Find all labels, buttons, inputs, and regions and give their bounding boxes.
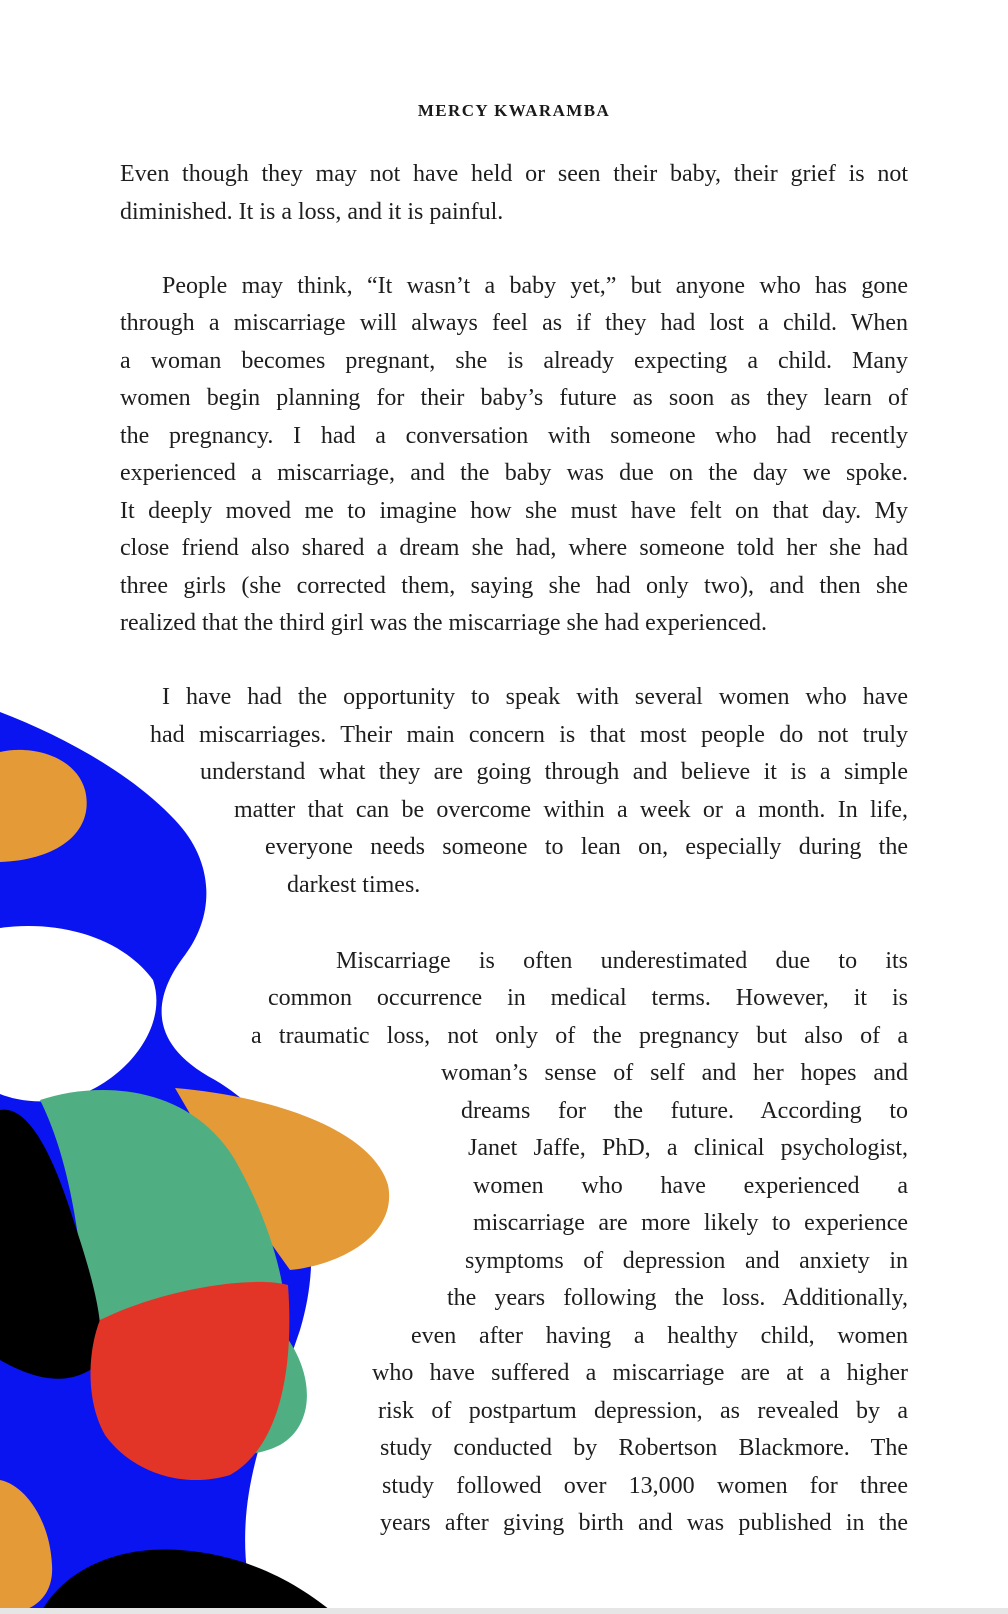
paragraph-4-line: study conducted by Robertson Blackmore. The xyxy=(380,1435,908,1461)
paragraph-2-line: experienced a miscarriage, and the baby was due on the day we spoke. xyxy=(120,460,908,486)
paragraph-3-line: darkest times. xyxy=(287,872,421,898)
paragraph-4-line: miscarriage are more likely to experience xyxy=(473,1210,908,1236)
paragraph-2-line: three girls (she corrected them, saying she had only two), and then she xyxy=(120,573,908,599)
paragraph-4-line: years after giving birth and was published in the xyxy=(380,1510,908,1536)
paragraph-4-line: Janet Jaffe, PhD, a clinical psychologist, xyxy=(468,1135,908,1161)
paragraph-3-line: everyone needs someone to lean on, especially during the xyxy=(265,834,908,860)
paragraph-4-line: dreams for the future. According to xyxy=(461,1098,908,1124)
paragraph-3-line: understand what they are going through and believe it is a simple xyxy=(200,759,908,785)
paragraph-4-line: women who have experienced a xyxy=(473,1173,908,1199)
paragraph-4-line: Miscarriage is often underestimated due to its xyxy=(336,948,908,974)
paragraph-4-line: symptoms of depression and anxiety in xyxy=(465,1248,908,1274)
paragraph-1-line: diminished. It is a loss, and it is painful. xyxy=(120,199,504,225)
paragraph-2-line: It deeply moved me to imagine how she must have felt on that day. My xyxy=(120,498,908,524)
paragraph-2-line: close friend also shared a dream she had, where someone told her she had xyxy=(120,535,908,561)
page-bottom-edge xyxy=(0,1608,1008,1614)
paragraph-2-line: women begin planning for their baby’s future as soon as they learn of xyxy=(120,385,908,411)
paragraph-2-line: a woman becomes pregnant, she is already expecting a child. Many xyxy=(120,348,908,374)
paragraph-3-line: had miscarriages. Their main concern is that most people do not truly xyxy=(150,722,908,748)
paragraph-4-line: risk of postpartum depression, as revealed by a xyxy=(378,1398,908,1424)
paragraph-4-line: even after having a healthy child, women xyxy=(411,1323,908,1349)
paragraph-1-line: Even though they may not have held or seen their baby, their grief is not xyxy=(120,161,908,187)
running-header: MERCY KWARAMBA xyxy=(417,101,611,120)
paragraph-2-line: through a miscarriage will always feel as if they had lost a child. When xyxy=(120,310,908,336)
paragraph-3-line: I have had the opportunity to speak with several women who have xyxy=(162,684,908,710)
paragraph-3-line: matter that can be overcome within a week or a month. In life, xyxy=(234,797,908,823)
paragraph-4-line: the years following the loss. Additionally, xyxy=(447,1285,908,1311)
paragraph-4-line: study followed over 13,000 women for three xyxy=(382,1473,908,1499)
paragraph-4-line: woman’s sense of self and her hopes and xyxy=(441,1060,908,1086)
paragraph-4-line: common occurrence in medical terms. However, it is xyxy=(268,985,908,1011)
paragraph-4-line: a traumatic loss, not only of the pregnancy but also of a xyxy=(251,1023,908,1049)
paragraph-2-line: the pregnancy. I had a conversation with someone who had recently xyxy=(120,423,908,449)
paragraph-2-line: realized that the third girl was the miscarriage she had experienced. xyxy=(120,610,768,636)
paragraph-4-line: who have suffered a miscarriage are at a higher xyxy=(372,1360,908,1386)
paragraph-2-line: People may think, “It wasn’t a baby yet,” but anyone who has gone xyxy=(162,273,908,299)
